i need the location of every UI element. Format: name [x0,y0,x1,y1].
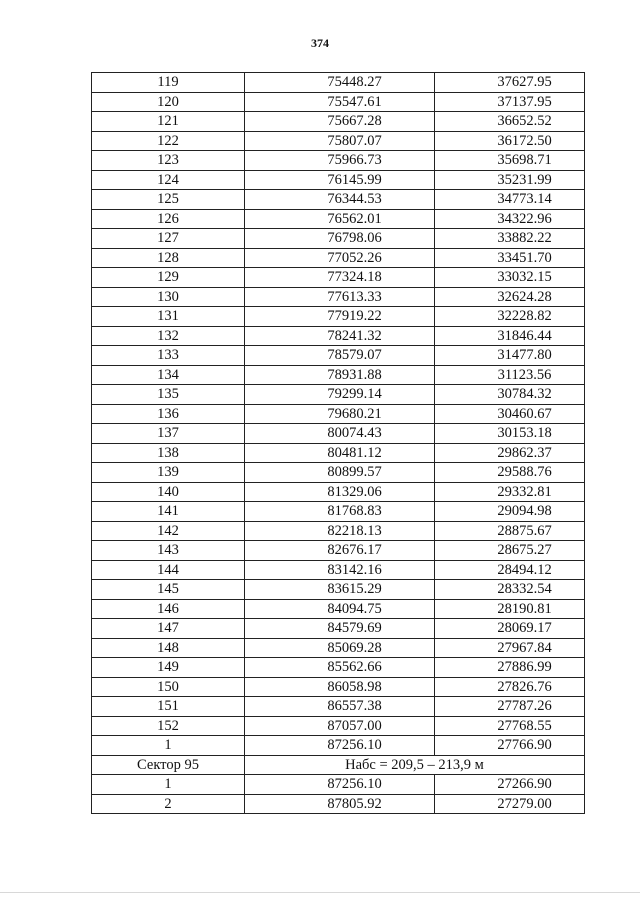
point-number-cell: 137 [92,424,245,444]
x-coordinate-cell: 87057.00 [245,716,435,736]
x-coordinate-cell: 75448.27 [245,73,435,93]
point-number-cell: 127 [92,229,245,249]
y-coordinate-cell: 27266.90 [435,775,585,795]
page-bottom-edge [0,892,640,893]
point-number-cell: 133 [92,346,245,366]
table-row [92,268,585,288]
table-row [92,521,585,541]
y-coordinate-cell: 27886.99 [435,658,585,678]
y-coordinate-cell: 27279.00 [435,794,585,814]
x-coordinate-cell: 84579.69 [245,619,435,639]
table-row [92,190,585,210]
y-coordinate-cell: 31477.80 [435,346,585,366]
point-number-cell: 146 [92,599,245,619]
table-row [92,92,585,112]
table-row [92,716,585,736]
y-coordinate-cell: 36652.52 [435,112,585,132]
point-number-cell: 123 [92,151,245,171]
table-row [92,385,585,405]
point-number-cell: 2 [92,794,245,814]
table-row [92,346,585,366]
table-row [92,736,585,756]
point-number-cell: 119 [92,73,245,93]
x-coordinate-cell: 84094.75 [245,599,435,619]
y-coordinate-cell: 28675.27 [435,541,585,561]
table-row [92,599,585,619]
table-row [92,307,585,327]
table-row [92,560,585,580]
point-number-cell: 131 [92,307,245,327]
x-coordinate-cell: 82218.13 [245,521,435,541]
point-number-cell: 1 [92,736,245,756]
y-coordinate-cell: 28875.67 [435,521,585,541]
x-coordinate-cell: 75667.28 [245,112,435,132]
sector-header-row [92,755,585,775]
coordinates-table-body [92,73,585,814]
x-coordinate-cell: 75547.61 [245,92,435,112]
y-coordinate-cell: 33451.70 [435,248,585,268]
x-coordinate-cell: 75807.07 [245,131,435,151]
point-number-cell: 149 [92,658,245,678]
x-coordinate-cell: 76562.01 [245,209,435,229]
x-coordinate-cell: 78241.32 [245,326,435,346]
table-row [92,502,585,522]
point-number-cell: 142 [92,521,245,541]
point-number-cell: 138 [92,443,245,463]
y-coordinate-cell: 35231.99 [435,170,585,190]
table-row [92,248,585,268]
y-coordinate-cell: 27967.84 [435,638,585,658]
x-coordinate-cell: 83615.29 [245,580,435,600]
x-coordinate-cell: 78579.07 [245,346,435,366]
y-coordinate-cell: 29862.37 [435,443,585,463]
point-number-cell: 132 [92,326,245,346]
point-number-cell: 120 [92,92,245,112]
y-coordinate-cell: 31123.56 [435,365,585,385]
point-number-cell: 134 [92,365,245,385]
point-number-cell: 128 [92,248,245,268]
y-coordinate-cell: 30153.18 [435,424,585,444]
table-row [92,482,585,502]
sector-height-range: Набс = 209,5 – 213,9 м [245,755,585,775]
y-coordinate-cell: 31846.44 [435,326,585,346]
y-coordinate-cell: 28190.81 [435,599,585,619]
table-row [92,463,585,483]
point-number-cell: 144 [92,560,245,580]
y-coordinate-cell: 33882.22 [435,229,585,249]
table-row [92,794,585,814]
x-coordinate-cell: 85069.28 [245,638,435,658]
point-number-cell: 140 [92,482,245,502]
x-coordinate-cell: 76145.99 [245,170,435,190]
y-coordinate-cell: 28494.12 [435,560,585,580]
y-coordinate-cell: 28069.17 [435,619,585,639]
x-coordinate-cell: 87256.10 [245,775,435,795]
table-row [92,131,585,151]
y-coordinate-cell: 35698.71 [435,151,585,171]
point-number-cell: 122 [92,131,245,151]
table-row [92,541,585,561]
table-row [92,638,585,658]
point-number-cell: 135 [92,385,245,405]
y-coordinate-cell: 32228.82 [435,307,585,327]
x-coordinate-cell: 77613.33 [245,287,435,307]
table-row [92,580,585,600]
x-coordinate-cell: 78931.88 [245,365,435,385]
table-row [92,229,585,249]
point-number-cell: 145 [92,580,245,600]
y-coordinate-cell: 30460.67 [435,404,585,424]
table-row [92,619,585,639]
table-row [92,404,585,424]
table-row [92,73,585,93]
point-number-cell: 1 [92,775,245,795]
x-coordinate-cell: 77324.18 [245,268,435,288]
y-coordinate-cell: 30784.32 [435,385,585,405]
point-number-cell: 129 [92,268,245,288]
y-coordinate-cell: 27787.26 [435,697,585,717]
x-coordinate-cell: 81329.06 [245,482,435,502]
x-coordinate-cell: 80481.12 [245,443,435,463]
x-coordinate-cell: 86058.98 [245,677,435,697]
y-coordinate-cell: 34322.96 [435,209,585,229]
y-coordinate-cell: 27768.55 [435,716,585,736]
table-row [92,365,585,385]
point-number-cell: 130 [92,287,245,307]
table-row [92,443,585,463]
y-coordinate-cell: 28332.54 [435,580,585,600]
x-coordinate-cell: 77052.26 [245,248,435,268]
coordinates-table [91,72,585,814]
y-coordinate-cell: 27826.76 [435,677,585,697]
y-coordinate-cell: 29332.81 [435,482,585,502]
point-number-cell: 147 [92,619,245,639]
y-coordinate-cell: 37627.95 [435,73,585,93]
point-number-cell: 151 [92,697,245,717]
point-number-cell: 152 [92,716,245,736]
point-number-cell: 121 [92,112,245,132]
y-coordinate-cell: 34773.14 [435,190,585,210]
y-coordinate-cell: 27766.90 [435,736,585,756]
table-row [92,658,585,678]
x-coordinate-cell: 85562.66 [245,658,435,678]
point-number-cell: 150 [92,677,245,697]
x-coordinate-cell: 77919.22 [245,307,435,327]
table-row [92,112,585,132]
table-row [92,209,585,229]
point-number-cell: 125 [92,190,245,210]
x-coordinate-cell: 83142.16 [245,560,435,580]
x-coordinate-cell: 80074.43 [245,424,435,444]
point-number-cell: 124 [92,170,245,190]
y-coordinate-cell: 36172.50 [435,131,585,151]
table-row [92,170,585,190]
x-coordinate-cell: 81768.83 [245,502,435,522]
point-number-cell: 148 [92,638,245,658]
y-coordinate-cell: 33032.15 [435,268,585,288]
x-coordinate-cell: 79299.14 [245,385,435,405]
point-number-cell: 141 [92,502,245,522]
point-number-cell: 143 [92,541,245,561]
x-coordinate-cell: 79680.21 [245,404,435,424]
x-coordinate-cell: 86557.38 [245,697,435,717]
x-coordinate-cell: 87256.10 [245,736,435,756]
y-coordinate-cell: 29094.98 [435,502,585,522]
point-number-cell: 136 [92,404,245,424]
table-row [92,151,585,171]
table-row [92,326,585,346]
sector-label: Сектор 95 [92,755,245,775]
point-number-cell: 139 [92,463,245,483]
x-coordinate-cell: 80899.57 [245,463,435,483]
y-coordinate-cell: 37137.95 [435,92,585,112]
y-coordinate-cell: 32624.28 [435,287,585,307]
x-coordinate-cell: 87805.92 [245,794,435,814]
x-coordinate-cell: 76344.53 [245,190,435,210]
y-coordinate-cell: 29588.76 [435,463,585,483]
table-row [92,697,585,717]
table-row [92,287,585,307]
table-row [92,424,585,444]
point-number-cell: 126 [92,209,245,229]
x-coordinate-cell: 76798.06 [245,229,435,249]
x-coordinate-cell: 75966.73 [245,151,435,171]
table-row [92,677,585,697]
table-row [92,775,585,795]
page-number: 374 [311,36,329,50]
x-coordinate-cell: 82676.17 [245,541,435,561]
